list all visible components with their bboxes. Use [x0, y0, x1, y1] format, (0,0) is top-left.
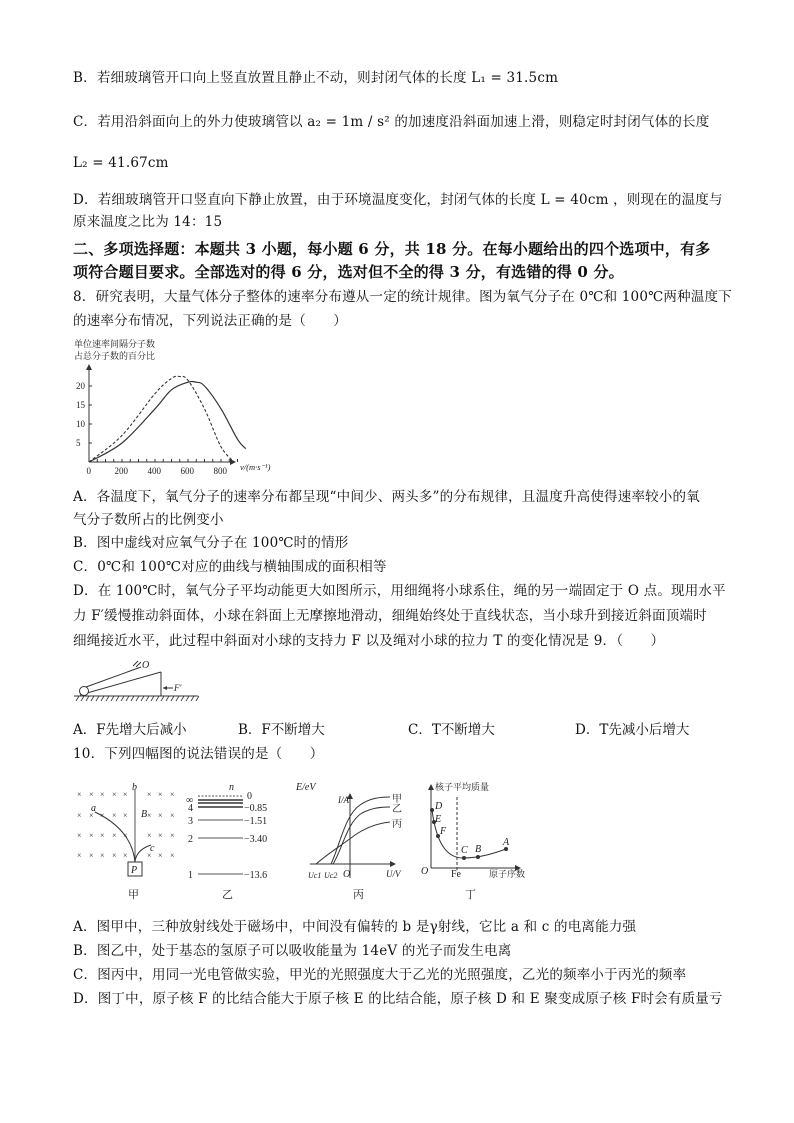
q7-option-c-line1: C．若用沿斜面向上的外力使玻璃管以 a₂ = 1m / s² 的加速度沿斜面加速上滑，则稳定时封闭气体的长度: [73, 114, 710, 130]
q8-option-a-line2: 气分子数所占的比例变小: [73, 512, 224, 528]
ground-hatch: [161, 696, 164, 701]
label-curve-bing: 丙: [392, 819, 402, 830]
field-x-mark: ×: [147, 831, 152, 840]
field-x-mark: ×: [89, 831, 94, 840]
label-c-point: C: [461, 845, 468, 856]
ground-hatch: [86, 696, 89, 701]
ground-hatch: [196, 696, 199, 701]
label-d: D: [435, 801, 443, 812]
label-b-point: B: [475, 844, 482, 855]
speed-distribution-chart: [70, 335, 300, 480]
ground-hatch: [171, 696, 174, 701]
chart-ylabel-line2: 占总分子数的百分比: [74, 351, 156, 361]
level-n-4: 4: [188, 803, 193, 814]
y-tick-label: 10: [76, 419, 85, 429]
level-n-1: 1: [188, 870, 193, 881]
label-b: b: [132, 782, 137, 793]
section-heading-line1: 二、多项选择题：本题共 3 小题，每小题 6 分，共 18 分。在每小题给出的四个选项中，有多: [73, 240, 711, 258]
q10-option-a: A．图甲中，三种放射线处于磁场中，中间没有偏转的 b 是γ射线，它比 a 和 c 的电离能力强: [73, 919, 637, 935]
q7-option-b: B．若细玻璃管开口向上竖直放置且静止不动，则封闭气体的长度 L₁ = 31.5cm: [73, 70, 559, 86]
caption-ding: 丁: [465, 889, 476, 900]
ground-hatch: [156, 696, 159, 701]
figure-ding: [421, 781, 525, 900]
field-x-mark: ×: [147, 811, 152, 820]
ground-hatch: [111, 696, 114, 701]
x-tick-label: 0: [86, 466, 91, 476]
level-e-4: −0.85: [244, 803, 268, 814]
field-x-mark: ×: [100, 790, 105, 799]
field-x-mark: ×: [112, 851, 117, 860]
label-uc1: Uc1: [308, 871, 322, 880]
field-x-mark: ×: [89, 790, 94, 799]
ground-hatch: [186, 696, 189, 701]
label-ding-o: O: [421, 866, 429, 877]
label-uc2: Uc2: [324, 871, 338, 880]
label-ding-x: 原子序数: [489, 869, 526, 879]
q8-option-d-line3: 细绳接近水平，此过程中斜面对小球的支持力 F 以及绳对小球的拉力 T 的变化情况是 9．（ ）: [73, 633, 665, 649]
ground-hatch: [91, 696, 94, 701]
label-e: E/eV: [296, 782, 316, 793]
q8-stem-line2: 的速率分布情况，下列说法正确的是（ ）: [73, 313, 347, 329]
ground-hatch: [126, 696, 129, 701]
field-x-mark: ×: [170, 831, 175, 840]
field-x-mark: ×: [100, 811, 105, 820]
field-x-mark: ×: [77, 790, 82, 799]
q8-stem-line1: 8．研究表明，大量气体分子整体的速率分布遵从一定的统计规律。图为氧气分子在 0℃和 100℃两种温度下: [73, 289, 732, 305]
ground-hatch: [191, 696, 194, 701]
field-x-mark: ×: [89, 851, 94, 860]
field-x-mark: ×: [112, 811, 117, 820]
field-x-mark: ×: [112, 831, 117, 840]
label-p: P: [131, 865, 138, 876]
ground-hatch: [151, 696, 154, 701]
q9-option-d: D．T先减小后增大: [575, 722, 690, 738]
ground-hatch: [166, 696, 169, 701]
figure-yi: [186, 782, 317, 900]
label-curve-yi: 乙: [392, 804, 402, 815]
curve-bing: [316, 822, 390, 864]
x-axis-arrow: [230, 459, 236, 465]
field-x-mark: ×: [123, 811, 128, 820]
label-o: O: [343, 869, 351, 880]
dashed-curve: [89, 376, 234, 462]
label-field-b: B: [141, 809, 148, 820]
field-x-mark: ×: [77, 831, 82, 840]
ground-hatch: [96, 696, 99, 701]
q9-option-b: B．F不断增大: [238, 722, 325, 738]
field-x-mark: ×: [123, 851, 128, 860]
level-n-inf: ∞: [186, 795, 194, 806]
q8-option-d-line2: 力 F′缓慢推动斜面体，小球在斜面上无摩擦地滑动，细绳始终处于直线状态，当小球升到接近斜面顶端时: [73, 608, 707, 624]
q7-option-c-line2: L₂ = 41.67cm: [73, 155, 169, 171]
field-x-mark: ×: [170, 811, 175, 820]
field-x-mark: ×: [158, 851, 163, 860]
label-fe: Fe: [451, 869, 461, 880]
q10-option-b: B．图乙中，处于基态的氢原子可以吸收能量为 14eV 的光子而发生电离: [73, 943, 512, 959]
ground-hatch: [146, 696, 149, 701]
caption-jia: 甲: [128, 889, 139, 900]
level-e-3: −1.51: [244, 816, 268, 827]
label-n: n: [229, 782, 234, 793]
field-x-mark: ×: [158, 831, 163, 840]
level-e-2: −3.40: [244, 834, 268, 845]
ground-hatch: [106, 696, 109, 701]
field-x-mark: ×: [158, 811, 163, 820]
figure-jia: [77, 782, 175, 900]
ground-hatch: [81, 696, 84, 701]
q7-option-d-line1: D．若细玻璃管开口竖直向下静止放置，由于环境温度变化，封闭气体的长度 L = 40cm ，则现在的温度与: [73, 192, 723, 208]
force-label: F′: [174, 683, 182, 693]
caption-bing: 丙: [353, 889, 364, 900]
figure-bing: [308, 793, 402, 900]
field-x-mark: ×: [147, 790, 152, 799]
y-tick-label: 20: [76, 381, 85, 391]
field-x-mark: ×: [100, 851, 105, 860]
q9-option-a: A．F先增大后减小: [73, 722, 187, 738]
q10-figures: [60, 770, 560, 900]
chart-ylabel-line1: 单位速率间隔分子数: [74, 339, 156, 349]
label-uv: U/V: [386, 869, 401, 879]
y-tick-label: 5: [76, 438, 81, 448]
level-e-inf: 0: [247, 791, 252, 802]
field-x-mark: ×: [89, 811, 94, 820]
x-tick-label: 800: [213, 466, 227, 476]
q8-option-a-line1: A．各温度下，氧气分子的速率分布都呈现“中间少、两头多”的分布规律，且温度升高使得速率较小的氧: [73, 489, 700, 505]
label-c: c: [150, 843, 155, 854]
x-tick-label: 600: [180, 466, 194, 476]
incline-surface: [80, 672, 161, 695]
q7-option-d-line2: 原来温度之比为 14：15: [73, 214, 223, 230]
q10-option-c: C．图丙中，用同一光电管做实验，甲光的光照强度大于乙光的光照强度，乙光的频率小于丙光的频率: [73, 967, 687, 983]
ground-hatch: [76, 696, 79, 701]
y-axis-arrow: [86, 364, 92, 370]
q10-stem: 10．下列四幅图的说法错误的是（ ）: [73, 746, 324, 762]
field-x-mark: ×: [100, 831, 105, 840]
label-curve-jia: 甲: [392, 794, 402, 805]
label-a-point: A: [503, 837, 510, 848]
label-ia: I/A: [338, 795, 349, 805]
rope: [86, 667, 141, 687]
level-n-3: 3: [188, 816, 193, 827]
ground-hatch: [116, 696, 119, 701]
field-x-mark: ×: [77, 811, 82, 820]
caption-yi: 乙: [222, 889, 233, 900]
field-x-mark: ×: [170, 851, 175, 860]
ground-hatch: [121, 696, 124, 701]
label-a: a: [91, 803, 96, 814]
ground-hatch: [176, 696, 179, 701]
label-e-point: E: [435, 814, 442, 825]
field-x-mark: ×: [158, 790, 163, 799]
field-x-mark: ×: [147, 851, 152, 860]
incline-figure: [70, 660, 210, 708]
level-e-1: −13.6: [244, 870, 268, 881]
ground-hatch: [181, 696, 184, 701]
q8-option-d-line1: D．在 100℃时，氧气分子平均动能更大如图所示，用细绳将小球系住，绳的另一端固定于 O 点。现用水平: [73, 583, 726, 599]
label-f: F: [440, 826, 447, 837]
field-x-mark: ×: [112, 790, 117, 799]
q10-option-d: D．图丁中，原子核 F 的比结合能大于原子核 E 的比结合能，原子核 D 和 E 聚变成原子核 F时会有质量亏: [73, 991, 723, 1007]
x-tick-label: 400: [147, 466, 161, 476]
ground-hatch: [141, 696, 144, 701]
ground-hatch: [101, 696, 104, 701]
y-tick-label: 15: [76, 400, 85, 410]
chart-xlabel: v/(m·s⁻¹): [240, 462, 271, 472]
q8-option-b: B．图中虚线对应氧气分子在 100℃时的情形: [73, 535, 349, 551]
ground-hatch: [136, 696, 139, 701]
q8-option-c: C．0℃和 100℃对应的曲线与横轴围成的面积相等: [73, 559, 387, 575]
label-ding-y: 核子平均质量: [435, 782, 490, 792]
q9-option-c: C．T不断增大: [408, 722, 495, 738]
ball: [80, 687, 89, 696]
x-tick-label: 200: [114, 466, 128, 476]
level-n-2: 2: [188, 834, 193, 845]
ground-hatch: [131, 696, 134, 701]
field-x-mark: ×: [77, 851, 82, 860]
section-heading-line2: 项符合题目要求。全部选对的得 6 分，选对但不全的得 3 分，有选错的得 0 分。: [73, 263, 624, 281]
field-x-mark: ×: [123, 790, 128, 799]
solid-curve: [89, 381, 246, 462]
field-x-mark: ×: [170, 790, 175, 799]
point-o-label: O: [142, 660, 150, 671]
field-x-mark: ×: [123, 831, 128, 840]
